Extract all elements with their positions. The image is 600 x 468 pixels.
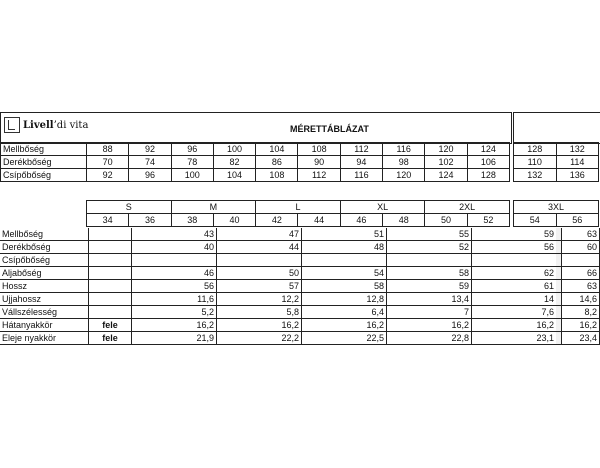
page-title: MÉRETTÁBLÁZAT (290, 124, 369, 134)
size-number: 34 (87, 214, 129, 227)
table-cell: 58 (387, 267, 472, 280)
table-cell: 60 (562, 241, 600, 254)
body-measurements-table-right (513, 142, 599, 182)
row-note (89, 254, 132, 267)
garment-measurements-table (86, 200, 510, 227)
table-row (0, 241, 600, 254)
table-cell: 120 (383, 169, 425, 182)
size-number: 56 (556, 214, 599, 227)
table-cell: 12,8 (302, 293, 387, 306)
table-cell: 100 (213, 143, 255, 156)
row-label: Aljabőség (2, 268, 42, 278)
table-cell: 62 (472, 267, 557, 280)
table-cell: 59 (387, 280, 472, 293)
table-row (1, 169, 510, 182)
table-cell: 90 (298, 156, 340, 169)
table-cell: 116 (340, 169, 382, 182)
table-cell: 46 (132, 267, 217, 280)
row-label: Mellbőség (2, 229, 44, 239)
table-cell: 16,2 (562, 319, 600, 332)
table-cell: 5,2 (132, 306, 217, 319)
table-row (514, 156, 599, 169)
table-cell (472, 254, 557, 267)
table-row (0, 293, 600, 306)
table-cell: 58 (302, 280, 387, 293)
table-cell: 13,4 (387, 293, 472, 306)
brand-logo-icon (4, 117, 20, 133)
table-cell: 5,8 (217, 306, 302, 319)
size-number: 44 (298, 214, 340, 227)
table-cell: 55 (387, 228, 472, 241)
table-cell (217, 254, 302, 267)
size-number: 48 (383, 214, 425, 227)
table-row (0, 228, 600, 241)
garment-measurements-table-right-head (513, 200, 599, 227)
row-label: Eleje nyakkör (2, 333, 57, 343)
table-row (1, 143, 510, 156)
table-cell: 14,6 (562, 293, 600, 306)
size-group: S (87, 201, 172, 214)
table-cell: 98 (383, 156, 425, 169)
row-note (89, 228, 132, 241)
table-cell: 50 (217, 267, 302, 280)
table-cell: 44 (217, 241, 302, 254)
table-cell (387, 254, 472, 267)
table-cell: 108 (256, 169, 298, 182)
row-label: Csípőbőség (1, 169, 87, 182)
table-cell: 114 (556, 156, 599, 169)
table-cell: 59 (472, 228, 557, 241)
table-cell: 16,2 (132, 319, 217, 332)
table-cell: 96 (171, 143, 213, 156)
table-cell: 47 (217, 228, 302, 241)
size-number: 54 (514, 214, 557, 227)
table-cell: 94 (340, 156, 382, 169)
body-measurements-table (0, 142, 510, 182)
table-cell: 96 (129, 169, 171, 182)
table-cell: 57 (217, 280, 302, 293)
row-label: Derékbőség (1, 156, 87, 169)
table-cell: 120 (425, 143, 467, 156)
table-cell: 70 (87, 156, 129, 169)
size-chart-sheet (0, 112, 600, 362)
table-cell: 51 (302, 228, 387, 241)
size-number: 38 (171, 214, 213, 227)
table-cell: 63 (562, 228, 600, 241)
table-cell: 92 (129, 143, 171, 156)
table-cell: 106 (467, 156, 509, 169)
row-note: fele (89, 332, 132, 345)
row-note: fele (89, 319, 132, 332)
table-row (0, 332, 600, 345)
table-cell: 7,6 (472, 306, 557, 319)
size-group: 3XL (514, 201, 599, 214)
table-cell: 112 (340, 143, 382, 156)
table-cell: 23,4 (562, 332, 600, 345)
garment-rows-table (0, 228, 600, 345)
size-number: 40 (213, 214, 255, 227)
table-cell: 86 (256, 156, 298, 169)
row-label: Hátanyakkör (2, 320, 53, 330)
row-note (89, 280, 132, 293)
table-cell: 43 (132, 228, 217, 241)
row-note (89, 267, 132, 280)
table-cell (132, 254, 217, 267)
table-cell: 56 (132, 280, 217, 293)
table-row (0, 267, 600, 280)
table-cell: 104 (256, 143, 298, 156)
brand-suffix: di vita (56, 119, 89, 131)
size-row (87, 214, 510, 227)
table-cell: 82 (213, 156, 255, 169)
table-cell: 23,1 (472, 332, 557, 345)
table-cell: 16,2 (472, 319, 557, 332)
table-row (1, 156, 510, 169)
table-cell: 11,6 (132, 293, 217, 306)
table-cell: 108 (298, 143, 340, 156)
size-number: 36 (129, 214, 171, 227)
table-cell: 132 (514, 169, 557, 182)
table-cell: 6,4 (302, 306, 387, 319)
table-cell: 22,5 (302, 332, 387, 345)
brand-logo: Livell’di vita (4, 117, 88, 133)
table-cell (562, 254, 600, 267)
table-row (0, 254, 600, 267)
table-cell: 116 (383, 143, 425, 156)
table-cell: 74 (129, 156, 171, 169)
table-cell: 16,2 (387, 319, 472, 332)
size-number: 42 (256, 214, 298, 227)
table-cell: 112 (298, 169, 340, 182)
brand-name: Livell (23, 119, 54, 131)
table-cell: 48 (302, 241, 387, 254)
table-cell: 63 (562, 280, 600, 293)
table-cell: 124 (467, 143, 509, 156)
table-cell: 56 (472, 241, 557, 254)
size-number: 50 (425, 214, 467, 227)
row-label: Ujjahossz (2, 294, 42, 304)
table-cell: 102 (425, 156, 467, 169)
table-cell: 92 (87, 169, 129, 182)
table-cell: 128 (514, 143, 557, 156)
table-cell: 136 (556, 169, 599, 182)
size-number: 46 (340, 214, 382, 227)
table-cell: 54 (302, 267, 387, 280)
table-row (0, 280, 600, 293)
table-cell: 12,2 (217, 293, 302, 306)
table-cell: 22,8 (387, 332, 472, 345)
table-cell: 22,2 (217, 332, 302, 345)
row-label: Mellbőség (1, 143, 87, 156)
size-group: XL (340, 201, 425, 214)
row-label: Hossz (2, 281, 28, 291)
table-row (514, 143, 599, 156)
row-label: Vállszélesség (2, 307, 58, 317)
table-cell: 8,2 (562, 306, 600, 319)
row-note (89, 293, 132, 306)
header-frame-right (513, 112, 600, 144)
table-row (514, 169, 599, 182)
table-cell: 100 (171, 169, 213, 182)
table-cell: 16,2 (302, 319, 387, 332)
table-row (0, 319, 600, 332)
table-cell: 40 (132, 241, 217, 254)
table-cell: 21,9 (132, 332, 217, 345)
table-cell: 104 (213, 169, 255, 182)
table-cell: 128 (467, 169, 509, 182)
size-group-row (87, 201, 510, 214)
table-cell (302, 254, 387, 267)
table-cell: 61 (472, 280, 557, 293)
table-cell: 7 (387, 306, 472, 319)
row-note (89, 306, 132, 319)
size-group: M (171, 201, 256, 214)
table-cell: 110 (514, 156, 557, 169)
size-number: 52 (467, 214, 509, 227)
row-note (89, 241, 132, 254)
size-group: L (256, 201, 341, 214)
row-label: Derékbőség (2, 242, 51, 252)
table-cell: 132 (556, 143, 599, 156)
size-group: 2XL (425, 201, 510, 214)
table-cell: 88 (87, 143, 129, 156)
table-cell: 52 (387, 241, 472, 254)
row-label: Csípőbőség (2, 255, 51, 265)
table-cell: 14 (472, 293, 557, 306)
table-cell: 16,2 (217, 319, 302, 332)
table-cell: 78 (171, 156, 213, 169)
table-cell: 66 (562, 267, 600, 280)
table-cell: 124 (425, 169, 467, 182)
table-row (0, 306, 600, 319)
